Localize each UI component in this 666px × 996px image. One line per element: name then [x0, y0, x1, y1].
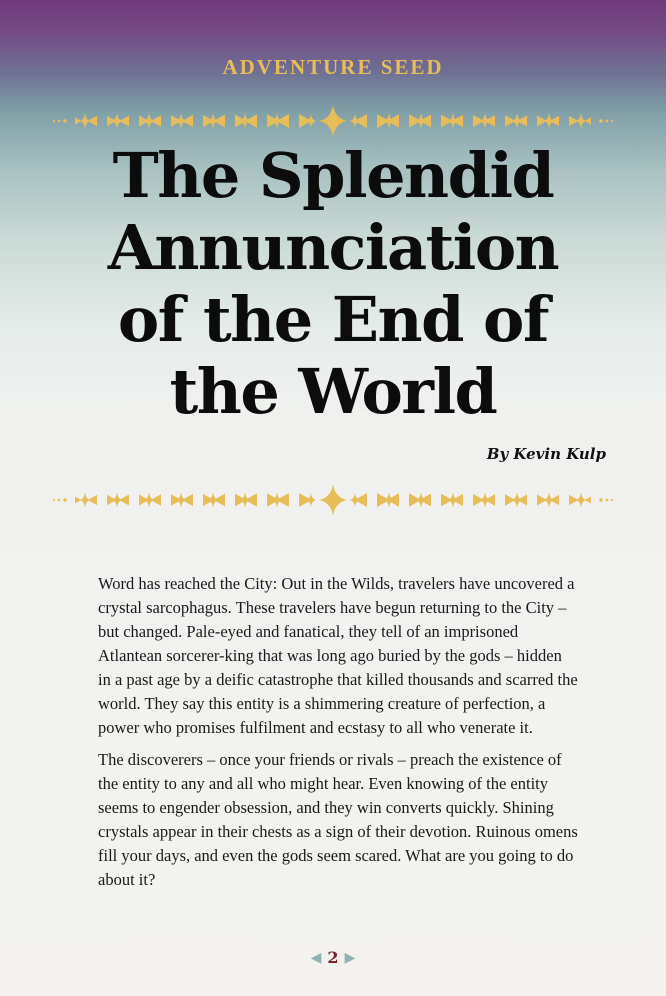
triangle-right-icon: ▶	[344, 950, 356, 966]
article-body	[98, 572, 578, 900]
ornament-triangle	[550, 495, 559, 505]
ornament-triangle	[585, 118, 591, 125]
ornament-triangle	[299, 493, 312, 507]
title-line: of the End of	[117, 283, 549, 356]
ornament-triangle	[107, 116, 116, 126]
triangle-left-icon: ◀	[310, 950, 322, 966]
title-line: The Splendid	[112, 139, 554, 212]
title-line: Annunciation	[107, 211, 559, 284]
ornament-dot	[63, 119, 67, 123]
article-title	[60, 140, 606, 428]
ornament-dot	[63, 498, 67, 502]
ornament-dot	[58, 120, 61, 123]
section-label: ADVENTURE SEED	[222, 55, 444, 79]
ornament-diamond	[576, 492, 586, 508]
ornament-triangle	[75, 497, 81, 504]
ornament-triangle	[75, 118, 81, 125]
ornament-triangle	[139, 116, 149, 127]
paragraph: Word has reached the City: Out in the Wilds, travelers have uncovered a crystal sarcophagus. These travelers have begun returning to the City – but changed. Pale-eyed and fanatical, they tell of an imprisoned Atlantean sorcerer-king that was long ago buried by the gods – hidden in a past age by a deific catastrophe that killed thousands and scarred the world. They say this entity is a shimmering creature of perfection, a power who promises fulfilment and ecstasy to all who venerate it.	[98, 574, 578, 737]
ornament-triangle	[107, 495, 116, 505]
ornament-triangle	[517, 116, 527, 127]
byline: By Kevin Kulp	[486, 445, 606, 463]
ornament-triangle	[139, 495, 149, 506]
ornament-dot	[53, 120, 55, 122]
ornament-triangle	[354, 114, 367, 128]
ornament-triangle	[171, 115, 181, 127]
ornament-triangle	[517, 495, 527, 506]
page-number-value: 2	[327, 948, 339, 967]
ornament-diamond	[576, 113, 586, 129]
ornament-diamond	[80, 113, 90, 129]
ornament-dot	[606, 499, 609, 502]
ornament-triangle	[585, 497, 591, 504]
ornament-triangle	[485, 494, 495, 506]
ornament-triangle	[171, 494, 181, 506]
ornamental-border-top	[0, 104, 666, 138]
ornament-triangle	[354, 493, 367, 507]
ornament-dot	[611, 499, 613, 501]
ornament-dot	[599, 498, 603, 502]
ornament-diamond	[319, 105, 347, 137]
ornament-icon	[53, 104, 613, 138]
ornamental-border-bottom	[0, 483, 666, 517]
ornament-dot	[599, 119, 603, 123]
ornament-triangle	[299, 114, 312, 128]
paragraph: The discoverers – once your friends or rivals – preach the existence of the entity to any and all who might hear. Even knowing of the entity seems to engender obsession, and they win converts quickly. Shining crystals appear in their chests as a sign of their devotion. Ruinous omens fill your days, and even the gods seem scared. What are you going to do about it?	[98, 750, 578, 889]
page-number	[0, 948, 666, 967]
ornament-icon	[53, 483, 613, 517]
ornament-dot	[611, 120, 613, 122]
ornament-diamond	[80, 492, 90, 508]
ornament-diamond	[319, 484, 347, 516]
ornament-triangle	[485, 115, 495, 127]
ornament-dot	[606, 120, 609, 123]
ornament-dot	[58, 499, 61, 502]
title-line: the World	[169, 355, 497, 428]
ornament-triangle	[550, 116, 559, 126]
ornament-dot	[53, 499, 55, 501]
